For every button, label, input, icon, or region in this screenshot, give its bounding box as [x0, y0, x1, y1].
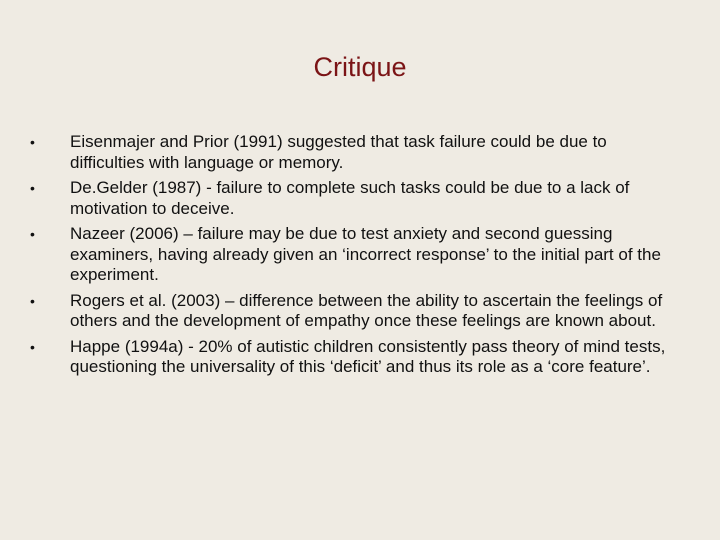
bullet-item — [30, 132, 680, 173]
bullet-item — [30, 224, 680, 286]
bullet-text: De.Gelder (1987) - failure to complete such tasks could be due to a lack of motivation to deceive. — [70, 178, 630, 218]
bullet-item — [30, 178, 680, 219]
bullet-text: Rogers et al. (2003) – difference between the ability to ascertain the feelings of others and the development of empathy once these feelings are known about. — [70, 290, 663, 330]
bullet-icon: • — [30, 180, 35, 196]
bullet-item — [30, 291, 680, 332]
slide-title-text: Critique — [313, 52, 407, 82]
bullet-text: Eisenmajer and Prior (1991) suggested that task failure could be due to difficulties with language or memory. — [70, 132, 607, 172]
bullet-icon: • — [30, 134, 35, 150]
bullet-icon: • — [30, 338, 35, 355]
bullet-list — [30, 132, 680, 383]
bullet-text: Happe (1994a) - 20% of autistic children consistently pass theory of mind tests, questioning the universality of this ‘deficit’ and thus its role as a ‘core feature’. — [70, 336, 666, 376]
bullet-icon: • — [30, 292, 35, 309]
bullet-text: Nazeer (2006) – failure may be due to test anxiety and second guessing examiners, having already given an ‘incorrect response’ to the initial part of the experiment. — [70, 224, 661, 284]
bullet-icon: • — [30, 226, 35, 242]
bullet-item — [30, 337, 680, 378]
slide-title — [0, 50, 720, 84]
